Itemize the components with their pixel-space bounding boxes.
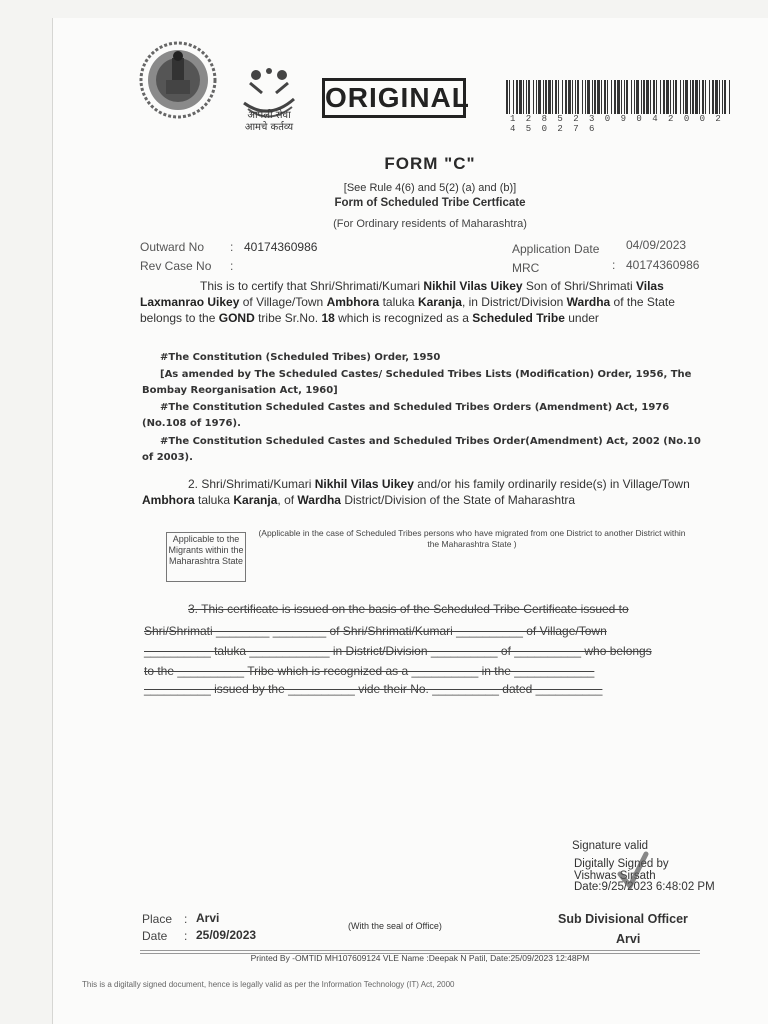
outward-label: Outward No	[140, 240, 205, 254]
barcode-bar	[670, 80, 671, 114]
barcode-bar	[555, 80, 557, 114]
signature-date: Date:9/25/2023 6:48:02 PM	[574, 881, 715, 893]
residence-paragraph	[142, 476, 708, 508]
barcode-bar	[538, 80, 541, 114]
barcode-bar	[673, 80, 674, 114]
barcode-bar	[715, 80, 718, 114]
barcode-bar	[617, 80, 620, 114]
printed-by: Printed By -OMTID MH107609124 VLE Name :Deepak N Patil, Date:25/09/2023 12:48PM	[250, 953, 590, 963]
para2-text-2: and/or his family ordinarily reside(s) in Village/Town	[413, 477, 690, 491]
barcode-bar	[663, 80, 665, 114]
para1-text-5: , in District/Division	[461, 295, 567, 309]
para1-text-4: taluka	[379, 295, 418, 309]
barcode-bar	[519, 80, 522, 114]
barcode-bar	[719, 80, 720, 114]
order-item: #The Constitution Scheduled Castes and Scheduled Tribes Orders (Amendment) Act, 1976 (No.108 of 1976).	[142, 402, 670, 429]
barcode-bar	[724, 80, 726, 114]
barcode-bar	[611, 80, 612, 114]
seal-note: (With the seal of Office)	[348, 921, 442, 931]
applicant-name: Nikhil Vilas Uikey	[423, 279, 523, 293]
order-item: #The Constitution (Scheduled Tribes) Order, 1950	[160, 352, 441, 363]
barcode-bar	[545, 80, 547, 114]
logo-tagline-line1: आपली सेवा	[247, 110, 291, 121]
barcode-bar	[690, 80, 691, 114]
barcode-bar	[675, 80, 677, 114]
application-date-label: Application Date	[512, 242, 600, 256]
barcode-bar	[575, 80, 576, 114]
place-label: Place	[142, 912, 173, 926]
barcode-bar	[650, 80, 651, 114]
barcode-bar	[594, 80, 596, 114]
taluka-name: Karanja	[417, 295, 462, 309]
tribe-serial-number: 18	[321, 311, 335, 325]
officer-title: Sub Divisional Officer	[558, 912, 688, 926]
form-title: FORM "C"	[384, 154, 476, 173]
applicant-name: Nikhil Vilas Uikey	[314, 477, 414, 491]
barcode-bar	[548, 80, 551, 114]
para2-text-4: , of	[277, 493, 298, 507]
certification-paragraph	[140, 278, 706, 326]
signature-valid: Signature valid	[572, 840, 649, 852]
date-label: Date	[142, 929, 168, 943]
barcode-bar	[577, 80, 579, 114]
barcode-bar	[712, 80, 714, 114]
barcode-bar	[646, 80, 649, 114]
barcode	[506, 80, 730, 114]
barcode-bar	[709, 80, 710, 114]
barcode-bar	[614, 80, 616, 114]
barcode-number: 1 2 8 5 2 3 0 9 0 4 2 0 0 2 4 5 0 2 7 6	[510, 114, 724, 134]
officer-place: Arvi	[616, 932, 641, 946]
struck-line-3: __________ taluka ____________ in District/Division __________ of __________ who belongs	[144, 644, 652, 658]
mrc-separator: :	[612, 258, 616, 272]
para1-text-9: under	[564, 311, 599, 325]
order-item: #The Constitution Scheduled Castes and Scheduled Tribes Order(Amendment) Act, 2002 (No.10 of 2003).	[142, 436, 701, 463]
barcode-bar	[592, 80, 593, 114]
certificate-title: Form of Scheduled Tribe Certficate	[334, 197, 526, 209]
barcode-bar	[526, 80, 527, 114]
barcode-bar	[536, 80, 537, 114]
barcode-bar	[533, 80, 534, 114]
date-separator: :	[184, 929, 188, 943]
checkmark-icon	[616, 850, 650, 890]
place-separator: :	[184, 912, 188, 926]
barcode-bar	[705, 80, 706, 114]
father-name: Vilas Laxmanrao Uikey	[140, 279, 664, 309]
barcode-bar	[509, 80, 510, 114]
barcode-bar	[558, 80, 559, 114]
outward-separator: :	[230, 240, 234, 254]
para1-text-3: of Village/Town	[239, 295, 327, 309]
barcode-bar	[565, 80, 567, 114]
district-name: Wardha	[297, 493, 341, 507]
logo-tagline	[236, 110, 302, 134]
barcode-bar	[528, 80, 530, 114]
barcode-bar	[656, 80, 657, 114]
barcode-bar	[568, 80, 571, 114]
rev-case-label: Rev Case No	[140, 259, 212, 273]
barcode-bar	[653, 80, 655, 114]
para1-text-2: Son of Shri/Shrimati	[522, 279, 636, 293]
order-item: [As amended by The Scheduled Castes/ Scheduled Tribes Lists (Modification) Order, 1956, The Bombay Reorganisation Act, 1960]	[142, 369, 692, 396]
barcode-bar	[641, 80, 642, 114]
barcode-bar	[516, 80, 518, 114]
barcode-bar	[666, 80, 669, 114]
struck-line-1: 3. This certificate is issued on the basis of the Scheduled Tribe Certificate issued to	[188, 602, 629, 616]
signer-name: Vishwas Sirsath	[574, 870, 656, 882]
struck-line-4: to the __________ Tribe which is recognized as a __________ in the ____________	[144, 664, 595, 678]
migrants-note: (Applicable in the case of Scheduled Tribes persons who have migrated from one District to another District within the Maharashtra State )	[258, 528, 686, 549]
barcode-bar	[523, 80, 524, 114]
barcode-bar	[587, 80, 590, 114]
barcode-bar	[506, 80, 508, 114]
barcode-bar	[683, 80, 684, 114]
tribe-name: GOND	[218, 311, 255, 325]
barcode-bar	[699, 80, 700, 114]
barcode-bar	[626, 80, 628, 114]
barcode-bar	[636, 80, 639, 114]
barcode-bar	[552, 80, 553, 114]
barcode-bar	[685, 80, 688, 114]
barcode-bar	[513, 80, 514, 114]
mrc-value: 40174360986	[626, 258, 700, 272]
barcode-bar	[631, 80, 632, 114]
government-seal-icon	[132, 40, 224, 120]
rule-reference: [See Rule 4(6) and 5(2) (a) and (b)]	[343, 182, 517, 194]
barcode-bar	[729, 80, 730, 114]
barcode-bar	[692, 80, 694, 114]
para2-text-1: 2. Shri/Shrimati/Kumari	[188, 477, 315, 491]
para2-text-3: taluka	[194, 493, 234, 507]
struck-line-5: __________ issued by the __________ vide their No. __________ dated __________	[144, 682, 603, 696]
barcode-bar	[607, 80, 608, 114]
para1-text-8: which is recognized as a	[334, 311, 473, 325]
barcode-bar	[634, 80, 635, 114]
barcode-bar	[562, 80, 563, 114]
date-value: 25/09/2023	[196, 928, 257, 942]
barcode-bar	[722, 80, 723, 114]
barcode-bar	[601, 80, 602, 114]
village-name: Ambhora	[326, 295, 380, 309]
barcode-bar	[585, 80, 586, 114]
barcode-bar	[597, 80, 600, 114]
para1-text-7: tribe Sr.No.	[254, 311, 322, 325]
taluka-name: Karanja	[233, 493, 278, 507]
barcode-bar	[643, 80, 645, 114]
digitally-signed-by: Digitally Signed by	[574, 858, 669, 870]
para1-text-1: This is to certify that Shri/Shrimati/Kumari	[200, 279, 424, 293]
legal-note: This is a digitally signed document, hence is legally valid as per the Information Technology (IT) Act, 2000	[82, 980, 455, 989]
barcode-bar	[680, 80, 681, 114]
barcode-bar	[702, 80, 704, 114]
application-date-value: 04/09/2023	[626, 238, 687, 252]
barcode-bar	[604, 80, 606, 114]
barcode-bar	[621, 80, 622, 114]
barcode-bar	[624, 80, 625, 114]
original-stamp: ORIGINAL	[322, 78, 466, 118]
logo-tagline-line2: आमचे कर्तव्य	[244, 122, 294, 133]
district-name: Wardha	[566, 295, 611, 309]
rev-case-separator: :	[230, 259, 234, 273]
struck-line-2: Shri/Shrimati ________ ________ of Shri/Shrimati/Kumari __________ of Village/Town	[144, 624, 607, 638]
barcode-bar	[582, 80, 583, 114]
para2-text-5: District/Division of the State of Maharashtra	[340, 493, 576, 507]
barcode-bar	[543, 80, 544, 114]
para1-text-6: of the State belongs to the	[140, 295, 675, 325]
barcode-bar	[695, 80, 698, 114]
scheduled-tribe-label: Scheduled Tribe	[472, 311, 565, 325]
migrants-box: Applicable to the Migrants within the Maharashtra State	[166, 532, 246, 582]
residence-note: (For Ordinary residents of Maharashtra)	[333, 218, 527, 230]
outward-value: 40174360986	[244, 240, 318, 254]
village-name: Ambhora	[142, 493, 195, 507]
barcode-bar	[572, 80, 573, 114]
mrc-label: MRC	[512, 261, 540, 275]
barcode-bar	[660, 80, 661, 114]
place-value: Arvi	[196, 911, 220, 925]
